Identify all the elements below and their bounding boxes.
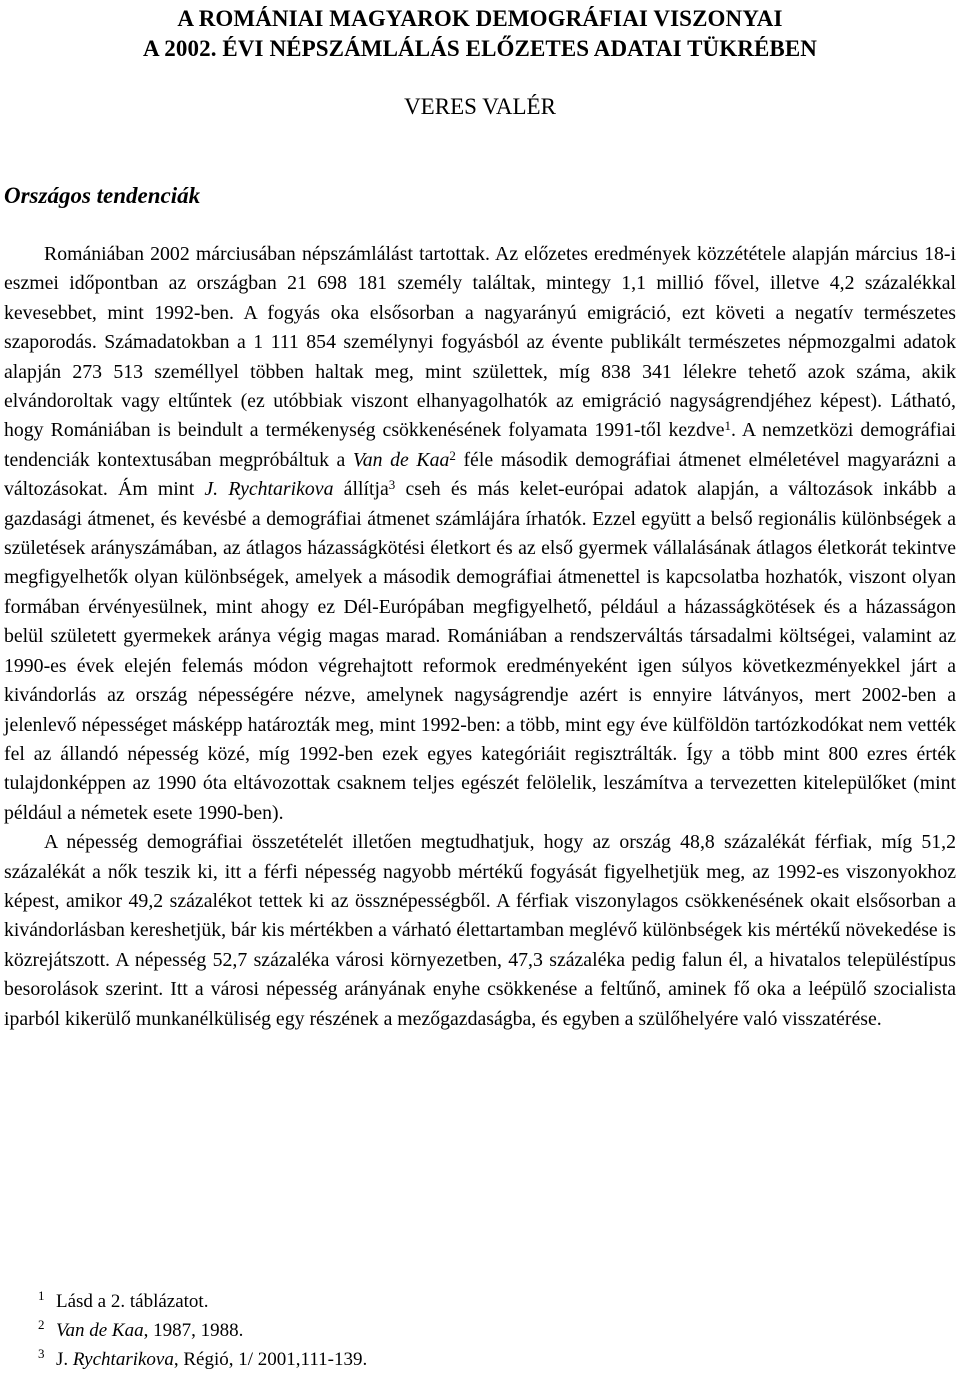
paragraph-1-part-3: féle második demográfiai átmenet elméletével magyarázni a változásokat. Ám mint (4, 448, 956, 501)
footnote-text: , 1987, 1988. (143, 1320, 244, 1341)
paragraph-1-part-4: állítja (333, 478, 389, 501)
footnote-ref-3: 3 (388, 477, 396, 493)
footnote-number: 3 (38, 1346, 45, 1361)
footnote-2 (38, 1316, 938, 1345)
body-text (4, 240, 956, 1034)
footnote-number: 1 (38, 1288, 45, 1303)
footnotes (38, 1287, 938, 1374)
paragraph-1 (4, 240, 956, 828)
paragraph-1-part-2: . A nemzetközi demográfiai tendenciák kontextusában megpróbáltuk a (4, 419, 956, 471)
title-line-1: A ROMÁNIAI MAGYAROK DEMOGRÁFIAI VISZONYAI (177, 6, 783, 31)
footnote-italic: Rychtarikova (72, 1349, 174, 1370)
footnote-text: Lásd a 2. táblázatot. (56, 1291, 209, 1312)
footnote-italic: Van de Kaa (56, 1320, 144, 1341)
title-line-2: A 2002. ÉVI NÉPSZÁMLÁLÁS ELŐZETES ADATAI TÜKRÉBEN (143, 36, 817, 61)
footnote-1 (38, 1287, 938, 1316)
footnote-3 (38, 1345, 938, 1374)
footnote-ref-2: 2 (449, 447, 456, 463)
paragraph-1-part-5: cseh és más kelet-európai adatok alapján, a változások inkább a gazdasági átmenet, és kevésbé a demográfiai átmenet számlájára írhatók. Ezzel együtt a belső regionális különbségek a születések arányszámában, az átlagos házasságkötési életkort és az első gyermek vállalásának átlagos életkorát tekintve megfigyelhetők olyan különbségek, amelyek a második demográfiai átmenettel is kapcsolatba hozhatók, viszont olyan formában érvényesülnek, mint ahogy ez Dél-Európában megfigyelhető, például a házasságkötések és a házasságon belül született gyermekek aránya végig magas marad. Romániában a rendszerváltás társadalmi költségei, valamint az 1990-es évek elején felemás módon végrehajtott reformok eredményeként igen súlyos következményekkel járt a kivándorlás az ország népességére nézve, amelynek nagyságrendje azért is ennyire látványos, mert 2002-ben a jelenlevő népességet másképp határozták meg, mint 1992-ben: a több, mint egy éve külföldön tartózkodókat nem vették fel az állandó népesség közé, míg 1992-ben ezek egyes kategóriáit regisztrálták. Így a több mint 800 ezres érték tulajdonképpen az 1990 óta eltávozottak csaknem teljes egészét felölelik, leszámítva a tervezetten kitelepülőket (mint például a németek esete 1990-ben). (4, 478, 956, 824)
author-initial-j: J. (204, 478, 219, 501)
section-heading: Országos tendenciák (4, 183, 201, 208)
author-name: VERES VALÉR (404, 94, 556, 119)
footnote-ref-1: 1 (724, 418, 732, 434)
paragraph-1-part-1: Romániában 2002 márciusában népszámlálást tartottak. Az előzetes eredmények közzététele alapján március 18-i eszmei időpontban az országban 21 698 181 személy találtak, mintegy 1,1 millió fővel, illetve 4,2 százalékkal kevesebbet, mint 1992-ben. A fogyás oka elsősorban a nagyarányú emigráció, ezt követi a negatív természetes szaporodás. Számadatokban a 1 111 854 személynyi fogyásból az évente publikált természetes népmozgalmi adatok alapján 273 513 személlyel többen haltak meg, mint születtek, míg 838 341 lélekre tehető azok száma, akik elvándoroltak vagy eltűntek (ez utóbbiak viszont elhanyagolhatók az emigráció nagyságrendjéhez képest). Látható, hogy Romániában is beindult a termékenység csökkenésének folyamata 1991-től kezdve (4, 243, 956, 442)
author-ref-rychtarikova: Rychtarikova (228, 478, 334, 501)
footnote-text: , Régió, 1/ 2001,111-139. (173, 1349, 368, 1370)
paragraph-2: A népesség demográfiai összetételét illetően megtudhatjuk, hogy az ország 48,8 százalékát férfiak, míg 51,2 százalékát a nők teszik ki, itt a férfi népesség nagyobb mértékű fogyását figyelhetjük meg, az 1992-es viszonyokhoz képest, amikor 49,2 százalékot tettek ki az össznépességből. A férfiak viszonylagos csökkenésének okait elsősorban a kivándorlásban kereshetjük, bár kis mértékben a várható élettartamban meglévő különbségek kis mértékű növekedése is közrejátszott. A népesség 52,7 százaléka városi környezetben, 47,3 százaléka pedig falun él, a hivatalos településtípus besorolások szerint. Itt a városi népesség arányának enyhe csökkenése a feltűnő, aminek fő oka a leépülő szocialista iparból kikerülő munkanélküliség egy részének a mezőgazdaságba, és egyben a szülőhelyére való visszatérése. (4, 831, 956, 1030)
author-ref-vandekaa: Van de Kaa (352, 448, 450, 471)
footnote-plain: J. (56, 1349, 73, 1370)
footnote-number: 2 (38, 1317, 45, 1332)
